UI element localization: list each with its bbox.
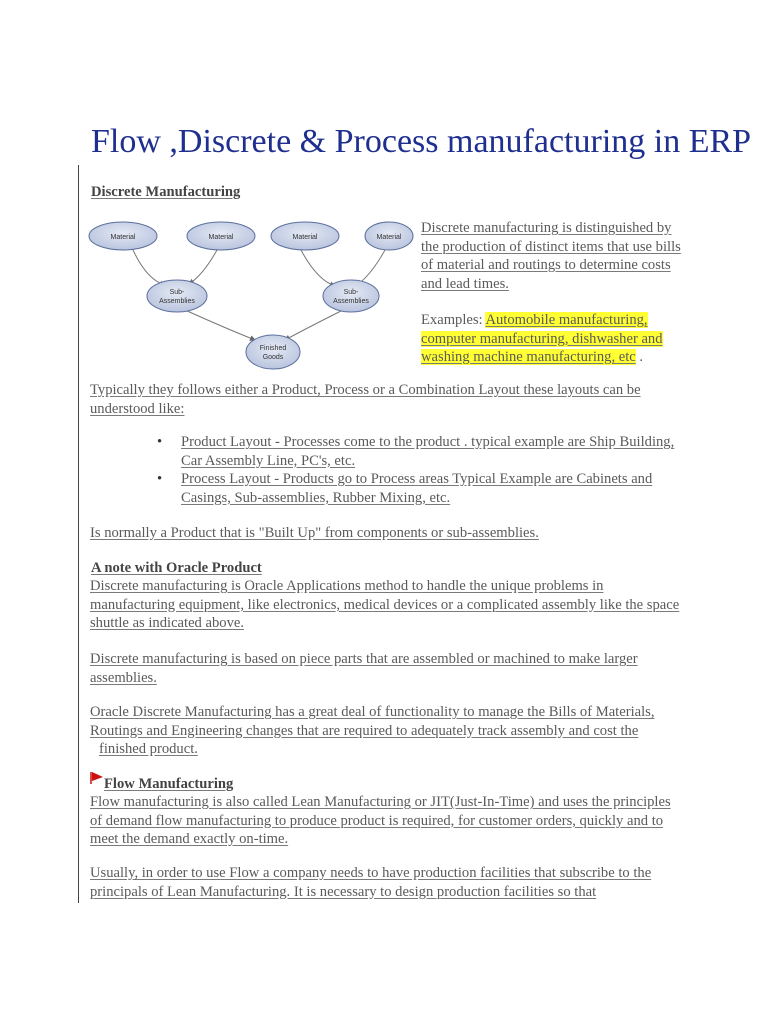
material-label: Material (110, 234, 136, 241)
arrow-connector (133, 250, 165, 285)
layouts-intro: Typically they follows either a Product, Process or a Combination Layout these layouts can be understood like: (90, 382, 641, 417)
finished-goods-node (246, 335, 300, 369)
oracle-paragraph-2: Discrete manufacturing is based on piece parts that are assembled or machined to make larger assemblies. (90, 651, 638, 686)
discrete-heading: Discrete Manufacturing (91, 184, 241, 200)
bullet-text: Product Layout - Processes come to the product . typical example are Ship Building, Car Assembly Line, PC's, etc. (181, 434, 675, 469)
discrete-manufacturing-diagram (85, 210, 415, 380)
arrow-connector (301, 250, 335, 286)
discrete-description-block (421, 219, 681, 367)
subassembly-label: Assemblies (333, 298, 369, 305)
subassembly-label: Sub- (169, 289, 185, 296)
bullet-marker: • (157, 471, 163, 487)
oracle-paragraph-3 (90, 703, 680, 759)
oracle-paragraph-3-text: Oracle Discrete Manufacturing has a great deal of functionality to manage the Bills of Materials, Routings and Engineering changes that are required to adequately track assembly and cost the (90, 704, 655, 739)
oracle-paragraph-1: Discrete manufacturing is Oracle Applications method to handle the unique problems in manufacturing equipment, like electronics, medical devices or a complicated assembly like the space shuttle as indicated above. (90, 578, 680, 631)
flow-heading: Flow Manufacturing (104, 776, 234, 792)
arrow-connector (185, 310, 255, 340)
flow-paragraph-1: Flow manufacturing is also called Lean Manufacturing or JIT(Just-In-Time) and uses the principles of demand flow manufacturing to produce product is required, for customer orders, quickly and to meet the demand exactly on-time. (90, 794, 671, 847)
examples-label: Examples: (421, 312, 486, 328)
layout-bullet-list (155, 433, 675, 507)
finished-goods-label: Finished (259, 345, 287, 352)
subassembly-node (147, 280, 207, 312)
material-label: Material (208, 234, 234, 241)
bullet-text: Process Layout - Products go to Process areas Typical Example are Cabinets and Casings, Sub-assemblies, Rubber Mixing, etc. (181, 471, 653, 506)
oracle-paragraph-3-end: finished product. (99, 741, 198, 757)
arrow-connector (285, 310, 343, 340)
examples-end: . (635, 349, 644, 365)
list-item (155, 433, 675, 470)
subassembly-label: Sub- (343, 289, 359, 296)
bullet-marker: • (157, 434, 163, 450)
finished-goods-label: Goods (262, 354, 284, 361)
arrow-connector (189, 250, 217, 284)
flow-paragraph-2: Usually, in order to use Flow a company needs to have production facilities that subscribe to the principals of Lean Manufacturing. It is necessary to design production facilities so that (90, 865, 652, 900)
oracle-heading: A note with Oracle Product (91, 560, 262, 576)
subassembly-label: Assemblies (159, 298, 195, 305)
arrow-connector (357, 250, 385, 285)
material-label: Material (376, 234, 402, 241)
built-up-paragraph: Is normally a Product that is "Built Up" from components or sub-assemblies. (90, 525, 539, 541)
list-item (155, 470, 675, 507)
page-title: Flow ,Discrete & Process manufacturing in ERP (91, 123, 752, 160)
discrete-description: Discrete manufacturing is distinguished by the production of distinct items that use bills of material and routings to determine costs and lead times. (421, 220, 681, 292)
examples-highlight: Automobile manufacturing, computer manufacturing, dishwasher and washing machine manufacturing, etc (421, 312, 663, 365)
examples-line (421, 311, 681, 367)
subassembly-node (323, 280, 379, 312)
red-flag-icon (90, 771, 104, 785)
left-border-line (78, 165, 79, 903)
material-label: Material (292, 234, 318, 241)
